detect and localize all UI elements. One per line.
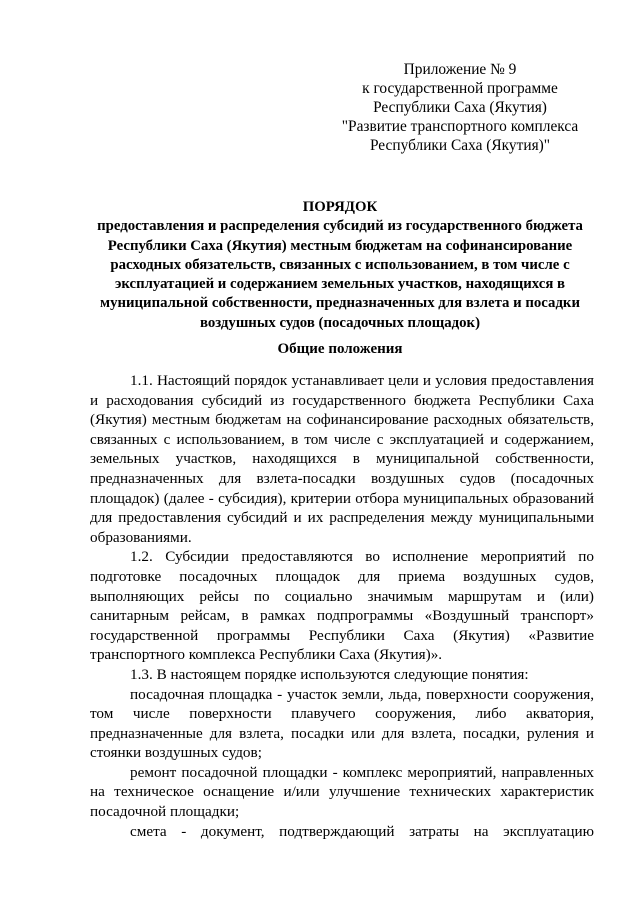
appendix-line: Республики Саха (Якутия)" <box>369 137 551 154</box>
body-line: посадочная площадка - участок земли, льда, поверхности сооружения, <box>130 685 594 703</box>
document-title <box>60 198 620 333</box>
title-line: Республики Саха (Якутия) местным бюджетам на софинансирование <box>107 237 573 254</box>
body-line: предназначенные для взлета, посадки или для взлета, посадки, руления и <box>90 724 594 742</box>
body-line: государственной программы Республики Саха (Якутия) «Развитие <box>90 626 594 644</box>
body-line: санитарным рейсам, в рамках подпрограммы «Воздушный транспорт» <box>90 607 594 625</box>
appendix-line: к государственной программе <box>362 80 558 97</box>
body-line: ремонт посадочной площадки - комплекс мероприятий, направленных <box>130 763 594 781</box>
body-line: выполняющих рейсы по социально значимым маршрутам и (или) <box>90 587 594 605</box>
body-line: (Якутия) местным бюджетам на софинансирование расходных обязательств, <box>90 411 594 429</box>
body-line: подготовке посадочных площадок для приема воздушных судов, <box>90 567 594 585</box>
section-heading: Общие положения <box>277 341 403 357</box>
body-line: связанных с использованием, в том числе с эксплуатацией и содержанием, <box>90 430 594 448</box>
body-line: стоянки воздушных судов; <box>90 744 262 762</box>
body-line: посадочной площадки; <box>90 803 240 821</box>
title-line: воздушных судов (посадочных площадок) <box>199 314 481 331</box>
appendix-line: Республики Саха (Якутия) <box>373 99 547 116</box>
title-line: предоставления и распределения субсидий из государственного бюджета <box>97 218 583 235</box>
appendix-line: "Развитие транспортного комплекса <box>341 118 579 135</box>
body-line: на техническое оснащение и/или улучшение технических характеристик <box>90 783 594 801</box>
body-line: для предоставления субсидий и их распределения между муниципальными <box>90 509 594 527</box>
body-line: смета - документ, подтверждающий затраты на эксплуатацию <box>130 822 594 840</box>
body-line: 1.2. Субсидии предоставляются во исполнение мероприятий по <box>130 548 594 566</box>
body-line: образованиями. <box>90 528 192 546</box>
body-line: земельных участков, находящихся в муниципальной собственности, <box>90 450 594 468</box>
body-line: площадок) (далее - субсидия), критерии отбора муниципальных образований <box>90 489 594 507</box>
appendix-line: Приложение № 9 <box>403 61 517 78</box>
body-line: 1.3. В настоящем порядке используются следующие понятия: <box>130 665 529 683</box>
title-line: эксплуатацией и содержанием земельных участков, находящихся в <box>114 276 566 293</box>
appendix-block <box>330 60 590 155</box>
body-line: том числе поверхности плавучего сооружения, либо акватория, <box>90 705 594 723</box>
body-line: предназначенных для взлета-посадки воздушных судов (посадочных <box>90 469 594 487</box>
document-body <box>90 371 594 841</box>
body-line: транспортного комплекса Республики Саха (Якутия)». <box>90 646 443 664</box>
body-line: и расходования субсидий из государственного бюджета Республики Саха <box>90 391 594 409</box>
body-line: 1.1. Настоящий порядок устанавливает цели и условия предоставления <box>130 372 594 389</box>
title-line: расходных обязательств, связанных с использованием, в том числе с <box>110 256 570 273</box>
title-line: муниципальной собственности, предназначенных для взлета и посадки <box>100 295 580 312</box>
title-heading: ПОРЯДОК <box>302 199 378 215</box>
